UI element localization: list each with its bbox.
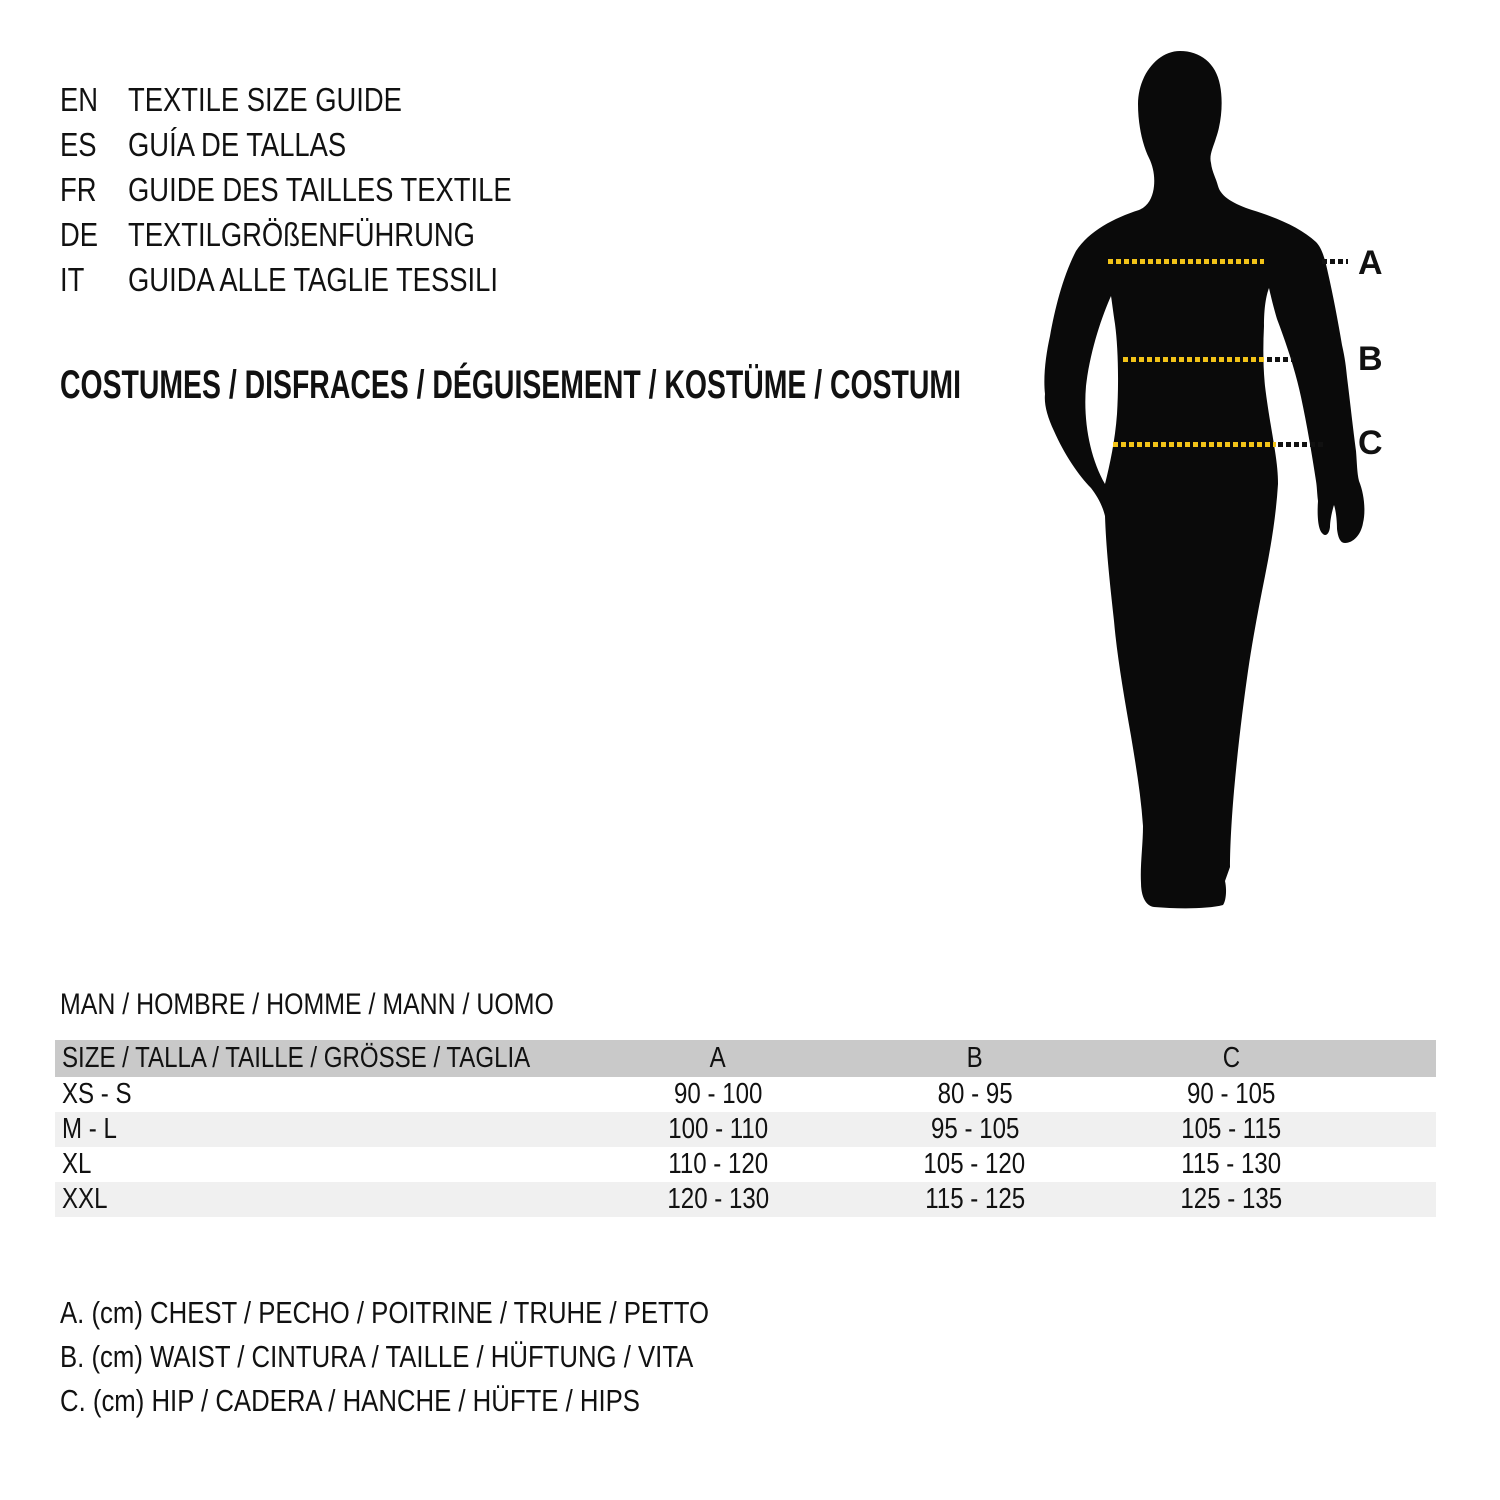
cell-a-text: 100 - 110 — [667, 1113, 768, 1145]
cell-b — [846, 1113, 1103, 1146]
cell-c — [1103, 1078, 1360, 1111]
cell-size-text: XXL — [62, 1183, 108, 1215]
language-row-de — [60, 212, 590, 257]
cell-a-text: 110 - 120 — [667, 1148, 768, 1180]
cell-b-text: 115 - 125 — [924, 1183, 1025, 1215]
cell-b — [846, 1078, 1103, 1111]
header-c-text: C — [1222, 1042, 1241, 1074]
header-a-text: A — [709, 1042, 726, 1074]
cell-a-text: 90 - 100 — [673, 1078, 763, 1110]
cell-a — [589, 1183, 846, 1216]
section-label-text: MAN / HOMBRE / HOMME / MANN / UOMO — [60, 988, 554, 1021]
cell-a — [589, 1148, 846, 1181]
cell-size — [55, 1148, 589, 1181]
cell-b — [846, 1148, 1103, 1181]
cell-size-text: XS - S — [62, 1078, 132, 1110]
language-row-fr — [60, 167, 590, 212]
hip-line-on-body — [1113, 442, 1276, 447]
cell-a-text: 120 - 130 — [667, 1183, 769, 1215]
legend-chest-text: A. (cm) CHEST / PECHO / POITRINE / TRUHE / PETTO — [60, 1295, 710, 1330]
cell-c-text: 90 - 105 — [1187, 1078, 1276, 1110]
cell-size-text: M - L — [62, 1113, 117, 1145]
language-row-en — [60, 77, 590, 122]
section-label-man — [60, 990, 655, 1020]
cell-size-text: XL — [62, 1148, 92, 1180]
cell-c — [1103, 1113, 1360, 1146]
language-code: EN — [60, 81, 99, 118]
header-size-text: SIZE / TALLA / TAILLE / GRÖSSE / TAGLIA — [62, 1042, 531, 1074]
header-b-text: B — [966, 1042, 983, 1074]
legend-waist — [60, 1335, 842, 1379]
man-silhouette-figure — [1020, 45, 1390, 920]
cell-c — [1103, 1183, 1360, 1216]
cell-size — [55, 1078, 589, 1111]
cell-size — [55, 1113, 589, 1146]
page-title-text: COSTUMES / DISFRACES / DÉGUISEMENT / KOSTÜME / COSTUMI — [60, 362, 961, 407]
cell-a — [589, 1113, 846, 1146]
waist-line-on-body — [1123, 357, 1265, 362]
legend-hip-text: C. (cm) HIP / CADERA / HANCHE / HÜFTE / HIPS — [60, 1383, 640, 1418]
language-code: IT — [60, 261, 85, 298]
language-title-list — [60, 77, 590, 302]
measure-label-c: C — [1358, 424, 1383, 462]
language-code: FR — [60, 171, 97, 208]
size-table-header-row — [55, 1040, 1436, 1077]
language-row-it — [60, 257, 590, 302]
language-code: DE — [60, 216, 99, 253]
chest-line-on-body — [1108, 259, 1264, 264]
table-row — [55, 1112, 1436, 1147]
language-code: ES — [60, 126, 97, 163]
table-row — [55, 1182, 1436, 1217]
header-cell-size — [55, 1042, 589, 1075]
waist-line-pointer — [1267, 357, 1293, 362]
cell-c-text: 115 - 130 — [1181, 1148, 1282, 1180]
legend-waist-text: B. (cm) WAIST / CINTURA / TAILLE / HÜFTUNG / VITA — [60, 1339, 694, 1374]
legend-hip — [60, 1379, 842, 1423]
measurement-legend — [60, 1291, 842, 1423]
measure-label-b: B — [1358, 340, 1383, 378]
legend-chest — [60, 1291, 842, 1335]
cell-b — [846, 1183, 1103, 1216]
cell-c-text: 125 - 135 — [1180, 1183, 1283, 1215]
table-row — [55, 1147, 1436, 1182]
language-label: GUIDA ALLE TAGLIE TESSILI — [128, 261, 498, 298]
header-cell-c — [1103, 1042, 1360, 1075]
cell-b-text: 80 - 95 — [937, 1078, 1013, 1110]
man-silhouette-shape — [1044, 51, 1364, 908]
language-label: TEXTILGRÖßENFÜHRUNG — [128, 216, 475, 253]
cell-c-text: 105 - 115 — [1181, 1113, 1282, 1145]
cell-a — [589, 1078, 846, 1111]
language-label: GUIDE DES TAILLES TEXTILE — [128, 171, 512, 208]
header-cell-a — [589, 1042, 846, 1075]
chest-line-pointer — [1322, 259, 1348, 264]
language-label: TEXTILE SIZE GUIDE — [128, 81, 402, 118]
cell-b-text: 95 - 105 — [930, 1113, 1019, 1145]
cell-c — [1103, 1148, 1360, 1181]
table-row — [55, 1077, 1436, 1112]
cell-b-text: 105 - 120 — [923, 1148, 1026, 1180]
size-table — [55, 1040, 1436, 1217]
language-label: GUÍA DE TALLAS — [128, 126, 347, 163]
cell-size — [55, 1183, 589, 1216]
hip-line-pointer — [1278, 442, 1325, 447]
language-row-es — [60, 122, 590, 167]
measure-label-a: A — [1358, 244, 1383, 282]
header-cell-b — [846, 1042, 1103, 1075]
